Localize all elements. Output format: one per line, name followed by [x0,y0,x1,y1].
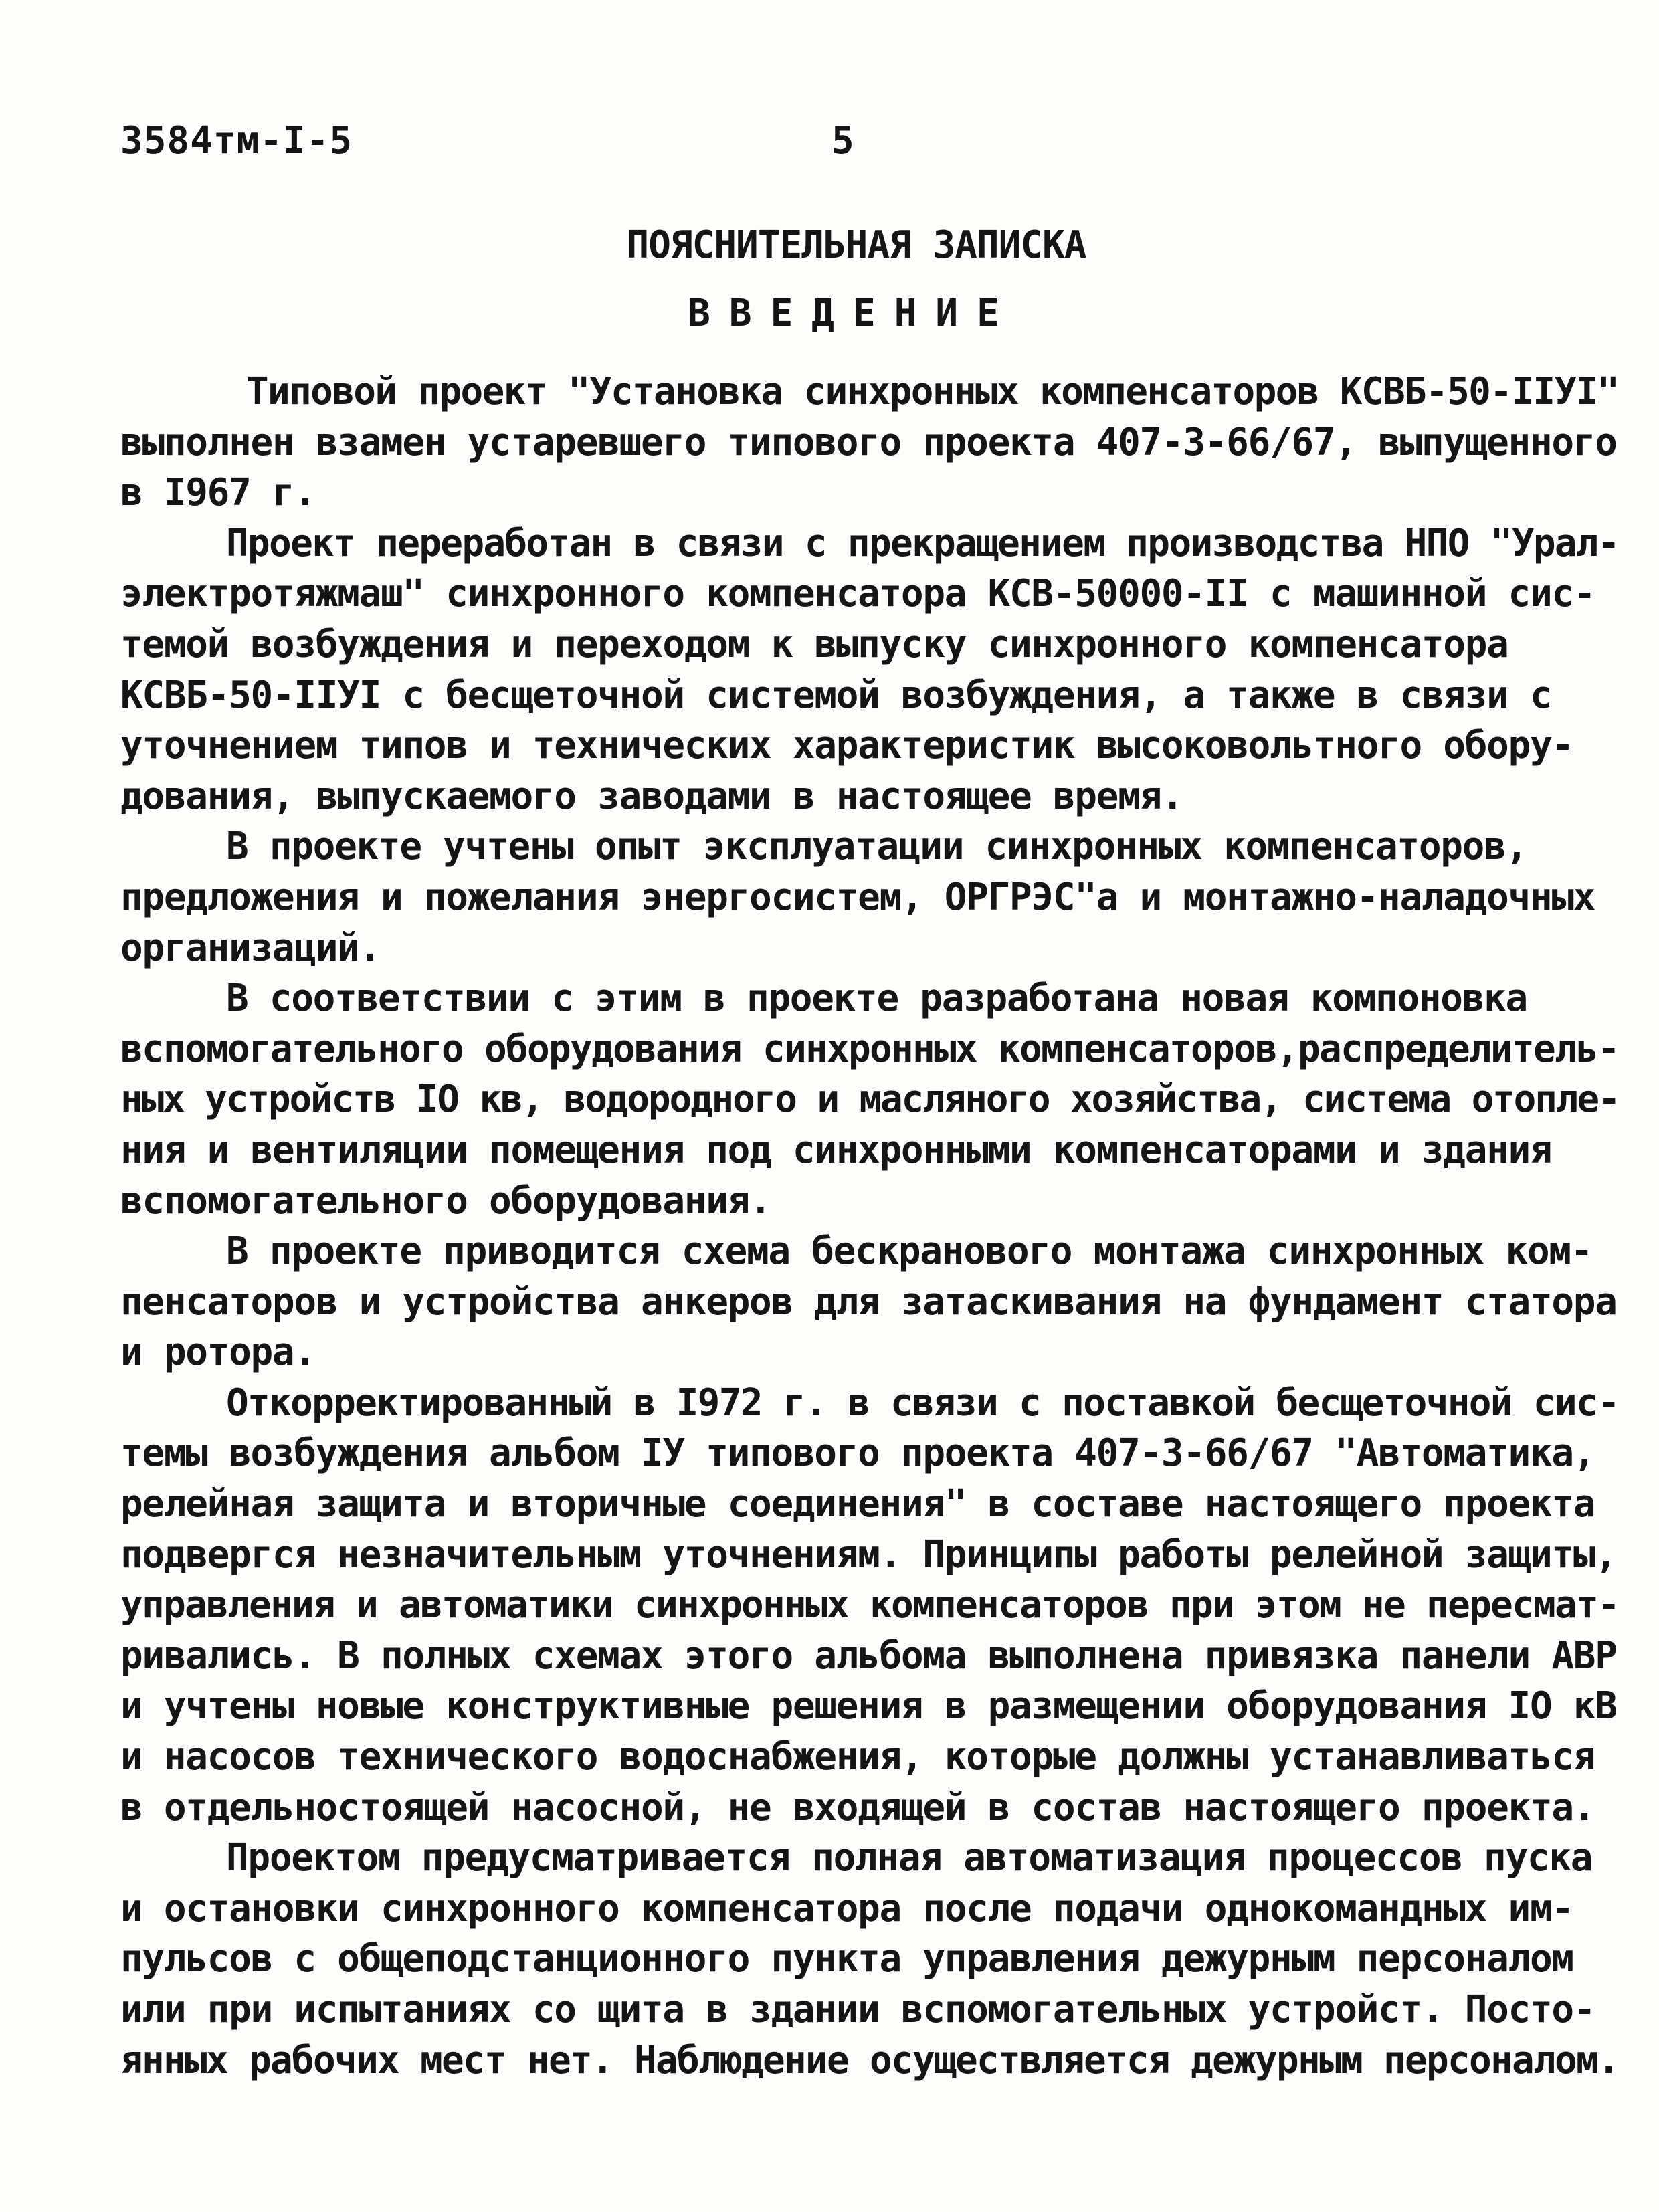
text-line: и учтены новые конструктивные решения в размещении оборудования IО кВ [120,1684,1617,1728]
text-line: темой возбуждения и переходом к выпуску синхронного компенсатора [120,622,1508,666]
text-line: Проект переработан в связи с прекращением производства НПО "Урал- [226,521,1619,565]
document-title: ПОЯСНИТЕЛЬНАЯ ЗАПИСКА [626,223,1086,267]
paragraph [120,821,1595,973]
text-line: в отдельностоящей насосной, не входящей в состав настоящего проекта. [120,1785,1595,1829]
paragraph [120,973,1620,1226]
text-line: В проекте учтены опыт эксплуатации синхронных компенсаторов, [226,825,1527,869]
document-code: 3584тм-I-5 [120,119,353,163]
paragraph [120,1378,1620,1833]
text-line: Откорректированный в I972 г. в связи с поставкой бесщеточной сис- [226,1381,1619,1425]
text-line: Проектом предусматривается полная автоматизация процессов пуска [226,1836,1593,1880]
body-text [120,367,1620,2086]
paragraph [120,518,1619,822]
text-line: ривались. В полных схемах этого альбома выполнена привязка панели АВР [120,1633,1617,1678]
text-line: дования, выпускаемого заводами в настоящее время. [120,774,1183,818]
text-line: или при испытаниях со щита в здании вспомогательных устройст. Посто- [120,1988,1595,2031]
text-line: выполнен взамен устаревшего типового проекта 407-3-66/67, выпущенного [120,420,1617,464]
paragraph [120,1226,1617,1378]
text-line: ных устройств IО кв, водородного и масляного хозяйства, система отопле- [120,1078,1620,1122]
section-heading: ВВЕДЕНИЕ [688,292,1018,335]
paragraph [120,1833,1620,2086]
text-line: В соответствии с этим в проекте разработана новая компоновка [226,977,1527,1021]
text-line: ния и вентиляции помещения под синхронными компенсаторами и здания [120,1128,1552,1172]
text-line: пенсаторов и устройства анкеров для затаскивания на фундамент статора [120,1280,1617,1324]
paragraph [120,367,1619,518]
text-line: Типовой проект "Установка синхронных компенсаторов КСВБ-50-IIУI" [246,370,1619,413]
text-line: В проекте приводится схема бескранового монтажа синхронных ком- [226,1229,1593,1274]
text-line: организаций. [120,926,381,970]
text-line: управления и автоматики синхронных компенсаторов при этом не пересмат- [120,1583,1620,1627]
text-line: вспомогательного оборудования. [120,1179,771,1223]
text-line: вспомогательного оборудования синхронных компенсаторов,распределитель- [120,1027,1620,1071]
text-line: КСВБ-50-IIУI с бесщеточной системой возбуждения, а также в связи с [120,673,1552,717]
text-line: и ротора. [120,1330,316,1375]
page-number: 5 [832,119,854,163]
text-line: электротяжмаш" синхронного компенсатора КСВ-50000-II с машинной сис- [120,572,1595,616]
text-line: подвергся незначительным уточнениям. Принципы работы релейной защиты, [120,1532,1617,1577]
text-line: и остановки синхронного компенсатора после подачи однокомандных им- [120,1886,1573,1930]
text-line: и насосов технического водоснабжения, которые должны устанавливаться [120,1735,1595,1779]
text-line: темы возбуждения альбом IУ типового проекта 407-3-66/67 "Автоматика, [120,1431,1595,1476]
text-line: янных рабочих мест нет. Наблюдение осуществляется дежурным персоналом. [120,2038,1620,2082]
text-line: релейная защита и вторичные соединения" в составе настоящего проекта [120,1482,1595,1526]
text-line: предложения и пожелания энергосистем, ОРГРЭС"а и монтажно-наладочных [120,875,1595,919]
text-line: в I967 г. [120,471,316,515]
text-line: уточнением типов и технических характеристик высоковольтного обору- [120,724,1573,768]
text-line: пульсов с общеподстанционного пункта управления дежурным персоналом [120,1937,1573,1981]
